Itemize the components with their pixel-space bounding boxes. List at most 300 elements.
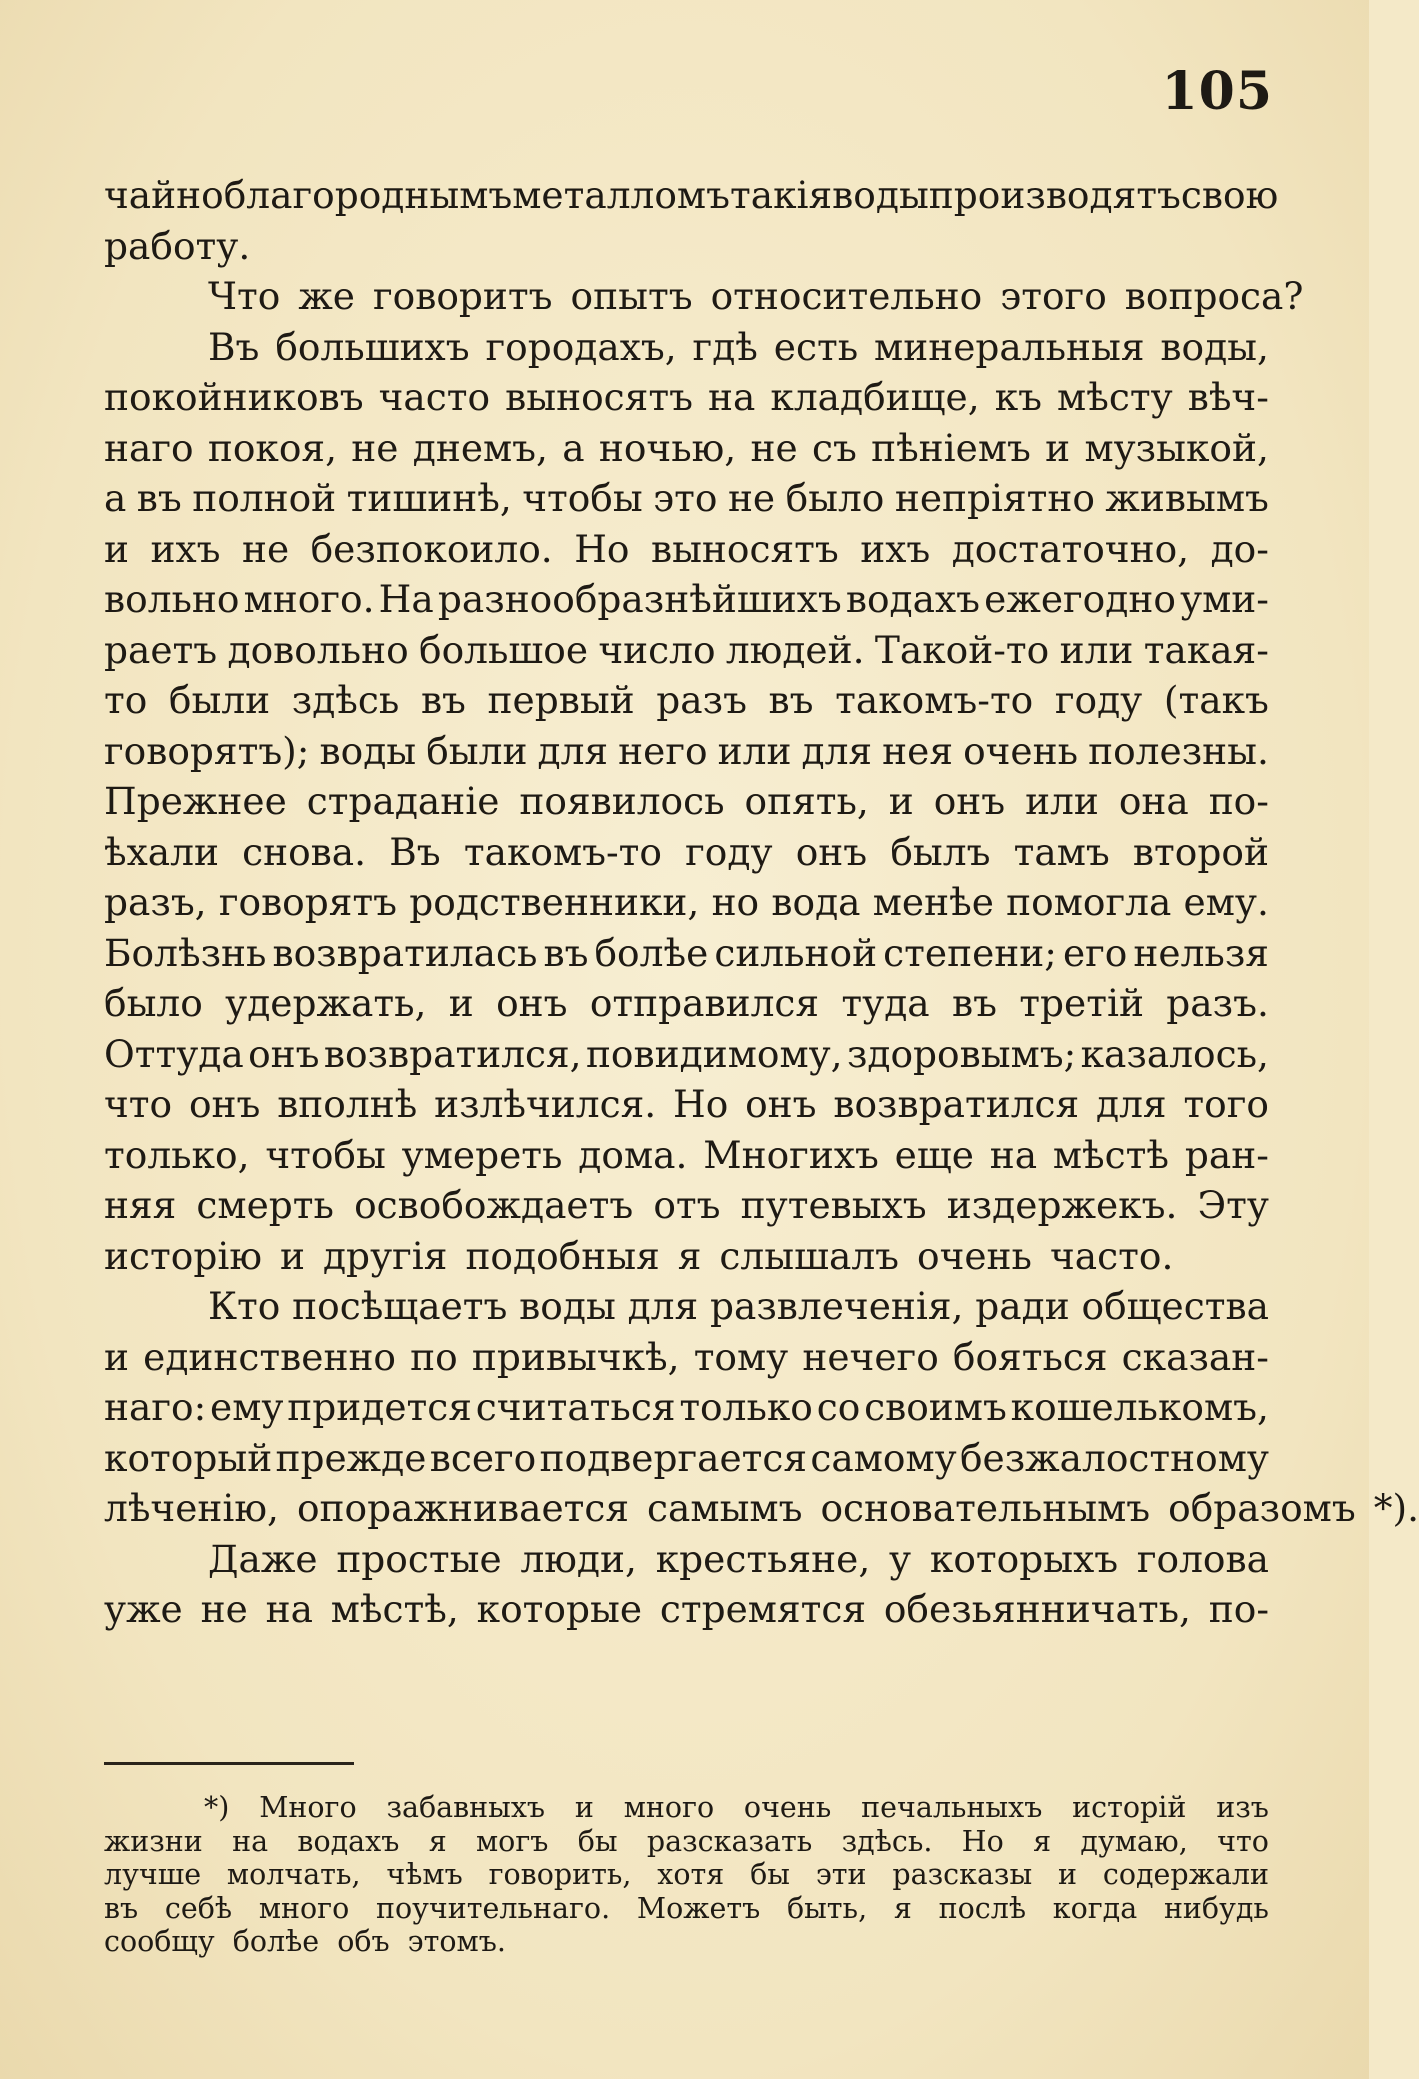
word: или [1025, 779, 1099, 823]
word: для [1096, 1082, 1167, 1126]
word: ихъ [860, 526, 931, 571]
word: чайно [104, 173, 224, 217]
word: много. [243, 577, 375, 621]
word: уже [104, 1587, 183, 1631]
word: подвергается [539, 1435, 808, 1480]
word: говоритъ [373, 274, 553, 318]
word: путевыхъ [740, 1183, 927, 1227]
word: или [1059, 627, 1134, 672]
word: и [279, 1233, 305, 1278]
word: своимъ [864, 1385, 1007, 1429]
text-line [104, 928, 1269, 979]
word: простые [336, 1536, 502, 1581]
word: няя [104, 1183, 177, 1227]
word: въ [136, 476, 182, 520]
word: людей. [725, 627, 865, 672]
word: въ [104, 1891, 139, 1925]
word: такая- [1143, 627, 1269, 672]
word: прежде [275, 1435, 427, 1480]
word: ѣхали [104, 829, 219, 874]
word: то [104, 678, 148, 722]
text-line [104, 473, 1269, 524]
footnote-line [104, 1892, 1269, 1926]
word: чтобы [265, 1132, 386, 1177]
word: изъ [1216, 1791, 1269, 1824]
word: повидимому, [585, 1031, 843, 1076]
word: разнообразнѣйшихъ [437, 577, 842, 621]
word: туда [841, 981, 930, 1025]
word: часто [378, 375, 491, 419]
word: первый [487, 678, 635, 722]
word: Въ [389, 829, 441, 874]
word: число [598, 627, 716, 672]
word: это [653, 476, 718, 520]
word: вполнѣ [277, 1082, 418, 1126]
word: родственники, [409, 880, 700, 924]
word: водахъ [297, 1824, 400, 1858]
word: него [618, 728, 708, 773]
word: тамъ [1013, 829, 1110, 874]
word: здѣсь. [841, 1824, 933, 1858]
word: но [711, 880, 760, 924]
word: благороднымъ [223, 173, 513, 217]
text-line [104, 271, 1304, 322]
word: такомъ-то [463, 829, 662, 874]
word: возвратился, [323, 1031, 582, 1076]
word: того [1183, 1082, 1269, 1126]
word: быть, [786, 1891, 868, 1925]
word: всего [429, 1435, 537, 1480]
word: покоя, [207, 425, 338, 470]
word: уми- [1180, 577, 1269, 621]
word: я [428, 1824, 447, 1858]
word: опять, [744, 779, 869, 823]
word: не [200, 1587, 248, 1631]
text-line [104, 877, 1269, 928]
word: тишинѣ, [346, 476, 512, 520]
word: этого [1000, 274, 1107, 318]
word: Оттуда [104, 1031, 244, 1076]
word: металломъ [512, 173, 730, 217]
footnote-line [104, 1925, 1269, 1959]
footnote-line [104, 1858, 1269, 1892]
word: очень [963, 728, 1079, 773]
word: степени; [883, 930, 1057, 975]
word: мѣсту [1057, 375, 1173, 419]
word: не [727, 476, 776, 520]
word: минеральныя [874, 324, 1145, 369]
word: думаю, [1080, 1824, 1188, 1858]
word: говорить, [488, 1858, 632, 1892]
footnote [104, 1791, 1269, 1959]
word: полезны. [1088, 728, 1269, 773]
word: днемъ, [412, 425, 548, 470]
word: придется [287, 1385, 472, 1429]
word: музыкой, [1084, 425, 1269, 470]
word: общества [1081, 1284, 1269, 1328]
word: считаться [475, 1385, 676, 1429]
word: этомъ. [407, 1925, 506, 1959]
word: вода [771, 880, 861, 924]
word: развлеченія, [709, 1284, 964, 1328]
word: издержекъ. [946, 1183, 1178, 1227]
word: подобныя [465, 1233, 660, 1278]
word: ежегодно [984, 577, 1176, 621]
word: стремятся [659, 1587, 867, 1631]
text-line [104, 1332, 1269, 1383]
word: выносятъ [505, 375, 693, 419]
word: вольно [104, 577, 240, 621]
word: по- [1208, 1587, 1269, 1631]
word: много [258, 1891, 350, 1925]
word: Прежнее [104, 779, 287, 823]
word: бы [577, 1824, 618, 1858]
word: что [1217, 1824, 1269, 1858]
word: городахъ, [485, 324, 677, 369]
word: есть [773, 324, 859, 369]
word: работу. [104, 223, 251, 268]
word: нечего [802, 1334, 939, 1379]
word: говорятъ); [104, 728, 310, 773]
word: до- [1210, 526, 1269, 571]
word: лѣченію, [104, 1486, 279, 1530]
word: второй [1132, 829, 1269, 874]
word: для [627, 1284, 699, 1328]
word: Кто [208, 1284, 281, 1328]
word: Можетъ [636, 1891, 761, 1925]
word: безпокоило. [310, 526, 553, 571]
word: вѣч- [1187, 375, 1269, 419]
text-line [104, 1534, 1269, 1585]
word: году [1054, 678, 1143, 722]
word: и [1045, 425, 1071, 470]
word: кошелькомъ, [1010, 1385, 1269, 1429]
text-line [104, 1281, 1269, 1332]
word: же [298, 274, 356, 318]
word: безжалостному [959, 1435, 1269, 1480]
word: раетъ [104, 627, 218, 672]
word: большихъ [275, 324, 470, 369]
word: что [104, 1082, 173, 1126]
word: по [410, 1334, 458, 1379]
word: возвратилась [272, 930, 538, 975]
word: мѣстѣ, [330, 1587, 459, 1631]
word: къ [994, 375, 1042, 419]
word: достаточно, [951, 526, 1190, 571]
word: онъ [795, 829, 868, 874]
text-line [104, 1079, 1269, 1130]
word: ему [210, 1385, 284, 1429]
word: на [265, 1587, 313, 1631]
word: на [989, 1132, 1038, 1177]
word: ран- [1184, 1132, 1269, 1177]
word: онъ [248, 1031, 320, 1076]
word: Много [259, 1791, 357, 1824]
word: въ [420, 678, 466, 722]
word: дома. [578, 1132, 688, 1177]
word: наго: [104, 1385, 207, 1429]
word: были [168, 678, 271, 722]
word: исторій [1072, 1791, 1187, 1824]
word: въ [951, 981, 997, 1025]
word: единственно [143, 1334, 397, 1379]
word: и [1058, 1858, 1078, 1892]
word: много [623, 1791, 715, 1824]
word: менѣе [872, 880, 994, 924]
word: *) [204, 1791, 230, 1824]
word: воды, [1160, 324, 1269, 369]
word: болѣе [232, 1925, 320, 1959]
word: Эту [1197, 1183, 1269, 1227]
word: разсказать [646, 1824, 813, 1858]
text-line [104, 1029, 1269, 1080]
text-line [104, 1382, 1269, 1433]
word: и [888, 779, 914, 823]
word: разсказы [892, 1858, 1033, 1892]
word: *). [1373, 1486, 1419, 1530]
word: часто. [1049, 1233, 1174, 1278]
word: еще [894, 1132, 974, 1177]
text-line [104, 574, 1269, 625]
text-line [104, 524, 1269, 575]
word: которыхъ [929, 1536, 1119, 1581]
word: содержали [1102, 1858, 1269, 1892]
word: въ [768, 678, 814, 722]
word: я [677, 1233, 702, 1278]
word: году [685, 829, 773, 874]
word: хотя [657, 1858, 725, 1892]
word: на [707, 375, 756, 419]
word: она [1118, 779, 1189, 823]
word: появилось [519, 779, 725, 823]
word: Болѣзнь [104, 930, 267, 975]
text-line [104, 423, 1269, 474]
word: лучше [104, 1858, 202, 1892]
word: и [448, 981, 474, 1025]
word: отправился [589, 981, 820, 1025]
word: бояться [952, 1334, 1108, 1379]
word: покойниковъ [104, 375, 364, 419]
word: свою [1180, 173, 1279, 217]
word: только, [104, 1132, 250, 1177]
word: эти [815, 1858, 867, 1892]
word: большое [419, 627, 589, 672]
word: непріятно [894, 476, 1095, 520]
word: производятъ [928, 173, 1181, 217]
text-line [104, 827, 1269, 878]
word: онъ [745, 1082, 817, 1126]
body-text [104, 170, 1419, 1635]
word: воды [319, 728, 417, 773]
word: Но [961, 1824, 1004, 1858]
word: у [889, 1536, 912, 1581]
word: нея [882, 728, 953, 773]
word: страданіе [306, 779, 500, 823]
word: привычкѣ, [471, 1334, 680, 1379]
word: (такъ [1163, 678, 1269, 722]
text-line [104, 1483, 1419, 1534]
word: для [801, 728, 873, 773]
word: не [241, 526, 290, 571]
word: со [816, 1385, 861, 1429]
text-line [104, 170, 1279, 221]
word: Но [673, 1082, 729, 1126]
word: было [104, 981, 203, 1025]
word: здѣсь [291, 678, 400, 722]
word: Но [574, 526, 630, 571]
word: посѣщаетъ [292, 1284, 508, 1328]
footnote-line [104, 1825, 1269, 1859]
word: самому [810, 1435, 957, 1480]
text-line [104, 1130, 1269, 1181]
word: относительно [710, 274, 983, 318]
word: помогла [1006, 880, 1172, 924]
word: снова. [242, 829, 367, 874]
word: наго [104, 425, 194, 470]
word: самымъ [647, 1486, 803, 1530]
word: съ [811, 425, 857, 470]
word: На [378, 577, 434, 621]
text-line [104, 1231, 1269, 1282]
word: полной [192, 476, 337, 520]
word: выносятъ [650, 526, 839, 571]
word: здоровымъ; [846, 1031, 1077, 1076]
word: другія [322, 1233, 448, 1278]
word: жизни [104, 1824, 203, 1858]
word: опоражнивается [296, 1486, 630, 1530]
word: онъ [188, 1082, 261, 1126]
word: въ [543, 930, 589, 975]
word: разъ. [1166, 981, 1269, 1025]
word: молчать, [226, 1858, 361, 1892]
word: чтобы [522, 476, 643, 520]
word: былъ [890, 829, 991, 874]
text-line [104, 675, 1269, 726]
word: были [426, 728, 528, 773]
word: ихъ [150, 526, 221, 571]
word: крестьяне, [655, 1536, 871, 1581]
word: было [785, 476, 885, 520]
word: сообщу [104, 1925, 215, 1959]
word: разъ, [104, 880, 207, 924]
word: возвратился [833, 1082, 1080, 1126]
word: послѣ [938, 1891, 1027, 1925]
text-line [104, 726, 1269, 777]
word: такія [729, 173, 833, 217]
word: смерть [196, 1183, 334, 1227]
word: себѣ [164, 1891, 233, 1925]
word: я [893, 1891, 912, 1925]
word: умереть [401, 1132, 563, 1177]
word: образомъ [1168, 1486, 1356, 1530]
footnote-separator [104, 1762, 354, 1765]
word: который [104, 1435, 273, 1480]
word: нельзя [1133, 930, 1269, 975]
word: исторію [104, 1233, 262, 1278]
text-line [104, 776, 1269, 827]
word: излѣчился. [434, 1082, 657, 1126]
word: поучительнаго. [376, 1891, 611, 1925]
word: ночью, [598, 425, 737, 470]
text-line [104, 1584, 1269, 1635]
footnote-line [104, 1791, 1269, 1825]
text-line [104, 322, 1269, 373]
word: пѣніемъ [871, 425, 1031, 470]
word: онъ [496, 981, 568, 1025]
word: очень [917, 1233, 1032, 1278]
word: голова [1136, 1536, 1269, 1581]
word: а [104, 476, 127, 520]
word: казалось, [1080, 1031, 1269, 1076]
word: разъ [656, 678, 747, 722]
word: говорятъ [218, 880, 398, 924]
word: сильной [714, 930, 878, 975]
word: люди, [520, 1536, 637, 1581]
word: и [104, 1334, 129, 1379]
word: удержать, [225, 981, 427, 1025]
word: ему. [1183, 880, 1269, 924]
word: объ [337, 1925, 390, 1959]
word: кладбище, [770, 375, 980, 419]
word: чѣмъ [386, 1858, 463, 1892]
text-line [104, 221, 1269, 272]
word: отъ [653, 1183, 721, 1227]
word: не [750, 425, 798, 470]
word: обезьянничать, [883, 1587, 1191, 1631]
text-line [104, 1433, 1269, 1484]
word: Такой-то [874, 627, 1050, 672]
word: бы [750, 1858, 790, 1892]
word: водахъ [845, 577, 980, 621]
word: Многихъ [703, 1132, 879, 1177]
word: не [351, 425, 399, 470]
word: основательнымъ [820, 1486, 1151, 1530]
word: я [1033, 1824, 1052, 1858]
word: освобождаетъ [354, 1183, 634, 1227]
word: такомъ-то [835, 678, 1034, 722]
word: слышалъ [719, 1233, 899, 1278]
word: тому [693, 1334, 789, 1379]
word: и [574, 1791, 594, 1824]
word: вопроса? [1124, 274, 1304, 318]
word: а [562, 425, 585, 470]
word: онъ [933, 779, 1006, 823]
word: на [232, 1824, 269, 1858]
word: Даже [208, 1536, 318, 1581]
word: третій [1019, 981, 1144, 1025]
text-line [104, 978, 1269, 1029]
page-number: 105 [1161, 61, 1273, 122]
word: печальныхъ [861, 1791, 1043, 1824]
text-line [104, 625, 1269, 676]
word: мѣстѣ [1052, 1132, 1170, 1177]
word: гдѣ [692, 324, 758, 369]
word: когда [1052, 1891, 1138, 1925]
word: воды [832, 173, 929, 217]
text-line [104, 372, 1269, 423]
word: его [1062, 930, 1128, 975]
word: или [717, 728, 792, 773]
word: живымъ [1105, 476, 1269, 520]
word: Въ [208, 324, 260, 369]
text-line [104, 1180, 1269, 1231]
word: воды [519, 1284, 616, 1328]
word: могъ [476, 1824, 549, 1858]
word: только [679, 1385, 813, 1429]
word: по- [1208, 779, 1269, 823]
word: нибудь [1163, 1891, 1269, 1925]
word: сказан- [1121, 1334, 1269, 1379]
